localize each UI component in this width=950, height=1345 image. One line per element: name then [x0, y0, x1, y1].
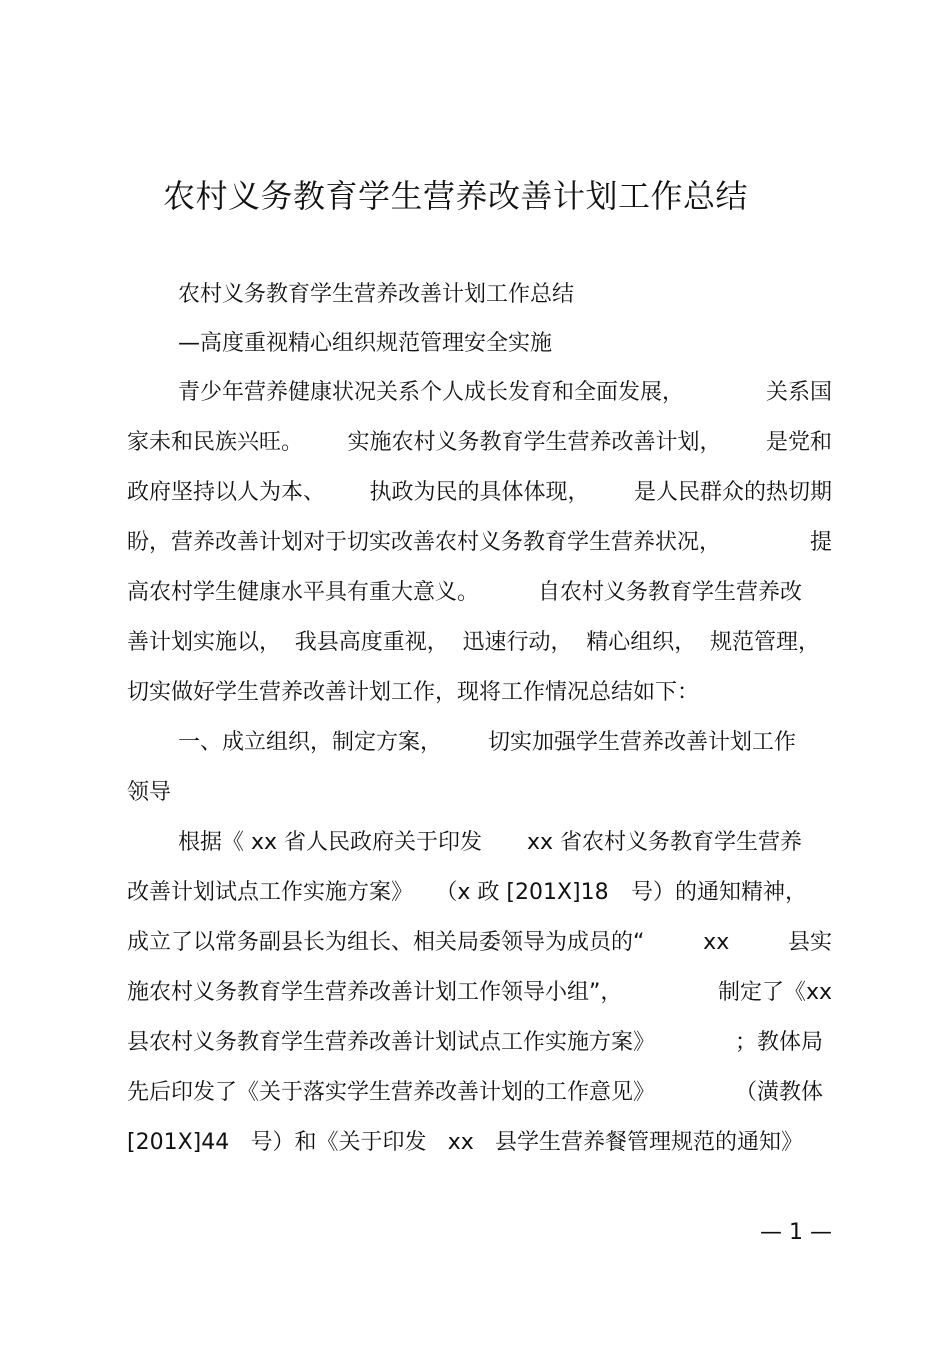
intro-line-3: 政府坚持以人为本、 执政为民的具体体现， 是人民群众的热切期: [127, 480, 832, 505]
section-1-line-6: 先后印发了《关于落实学生营养改善计划的工作意见》 （潢教体: [127, 1080, 823, 1105]
section-1-line-1: 根据《 xx 省人民政府关于印发 xx 省农村义务教育学生营养: [178, 830, 802, 855]
intro-line-6: 善计划实施以， 我县高度重视， 迅速行动， 精心组织， 规范管理，: [127, 630, 820, 655]
section-1-line-5: 县农村义务教育学生营养改善计划试点工作实施方案》 ；教体局: [127, 1030, 823, 1055]
section-1-line-4: 施农村义务教育学生营养改善计划工作领导小组”， 制定了《xx: [127, 980, 832, 1005]
intro-line-1: 青少年营养健康状况关系个人成长发育和全面发展， 关系国: [178, 380, 832, 405]
page-number: — 1 —: [760, 1220, 832, 1245]
section-1-line-3: 成立了以常务副县长为组长、相关局委领导为成员的“ xx 县实: [127, 930, 832, 955]
intro-line-7: 切实做好学生营养改善计划工作，现将工作情况总结如下：: [127, 680, 700, 705]
document-subtitle: 农村义务教育学生营养改善计划工作总结: [178, 282, 575, 307]
section-1-heading-continued: 领导: [127, 780, 172, 805]
document-title: 农村义务教育学生营养改善计划工作总结: [163, 177, 749, 215]
section-1-heading: 一、成立组织，制定方案， 切实加强学生营养改善计划工作: [178, 730, 796, 755]
intro-line-5: 高农村学生健康水平具有重大意义。 自农村义务教育学生营养改: [127, 580, 802, 605]
section-1-line-7: [201X]44 号）和《关于印发 xx 县学生营养餐管理规范的通知》: [127, 1130, 803, 1155]
intro-line-4: 盼，营养改善计划对于切实改善农村义务教育学生营养状况， 提: [127, 530, 832, 555]
section-1-line-2: 改善计划试点工作实施方案》 （x 政 [201X]18 号）的通知精神，: [127, 880, 807, 905]
intro-line-2: 家未和民族兴旺。 实施农村义务教育学生营养改善计划， 是党和: [127, 430, 832, 455]
document-tagline: —高度重视精心组织规范管理安全实施: [178, 331, 553, 356]
